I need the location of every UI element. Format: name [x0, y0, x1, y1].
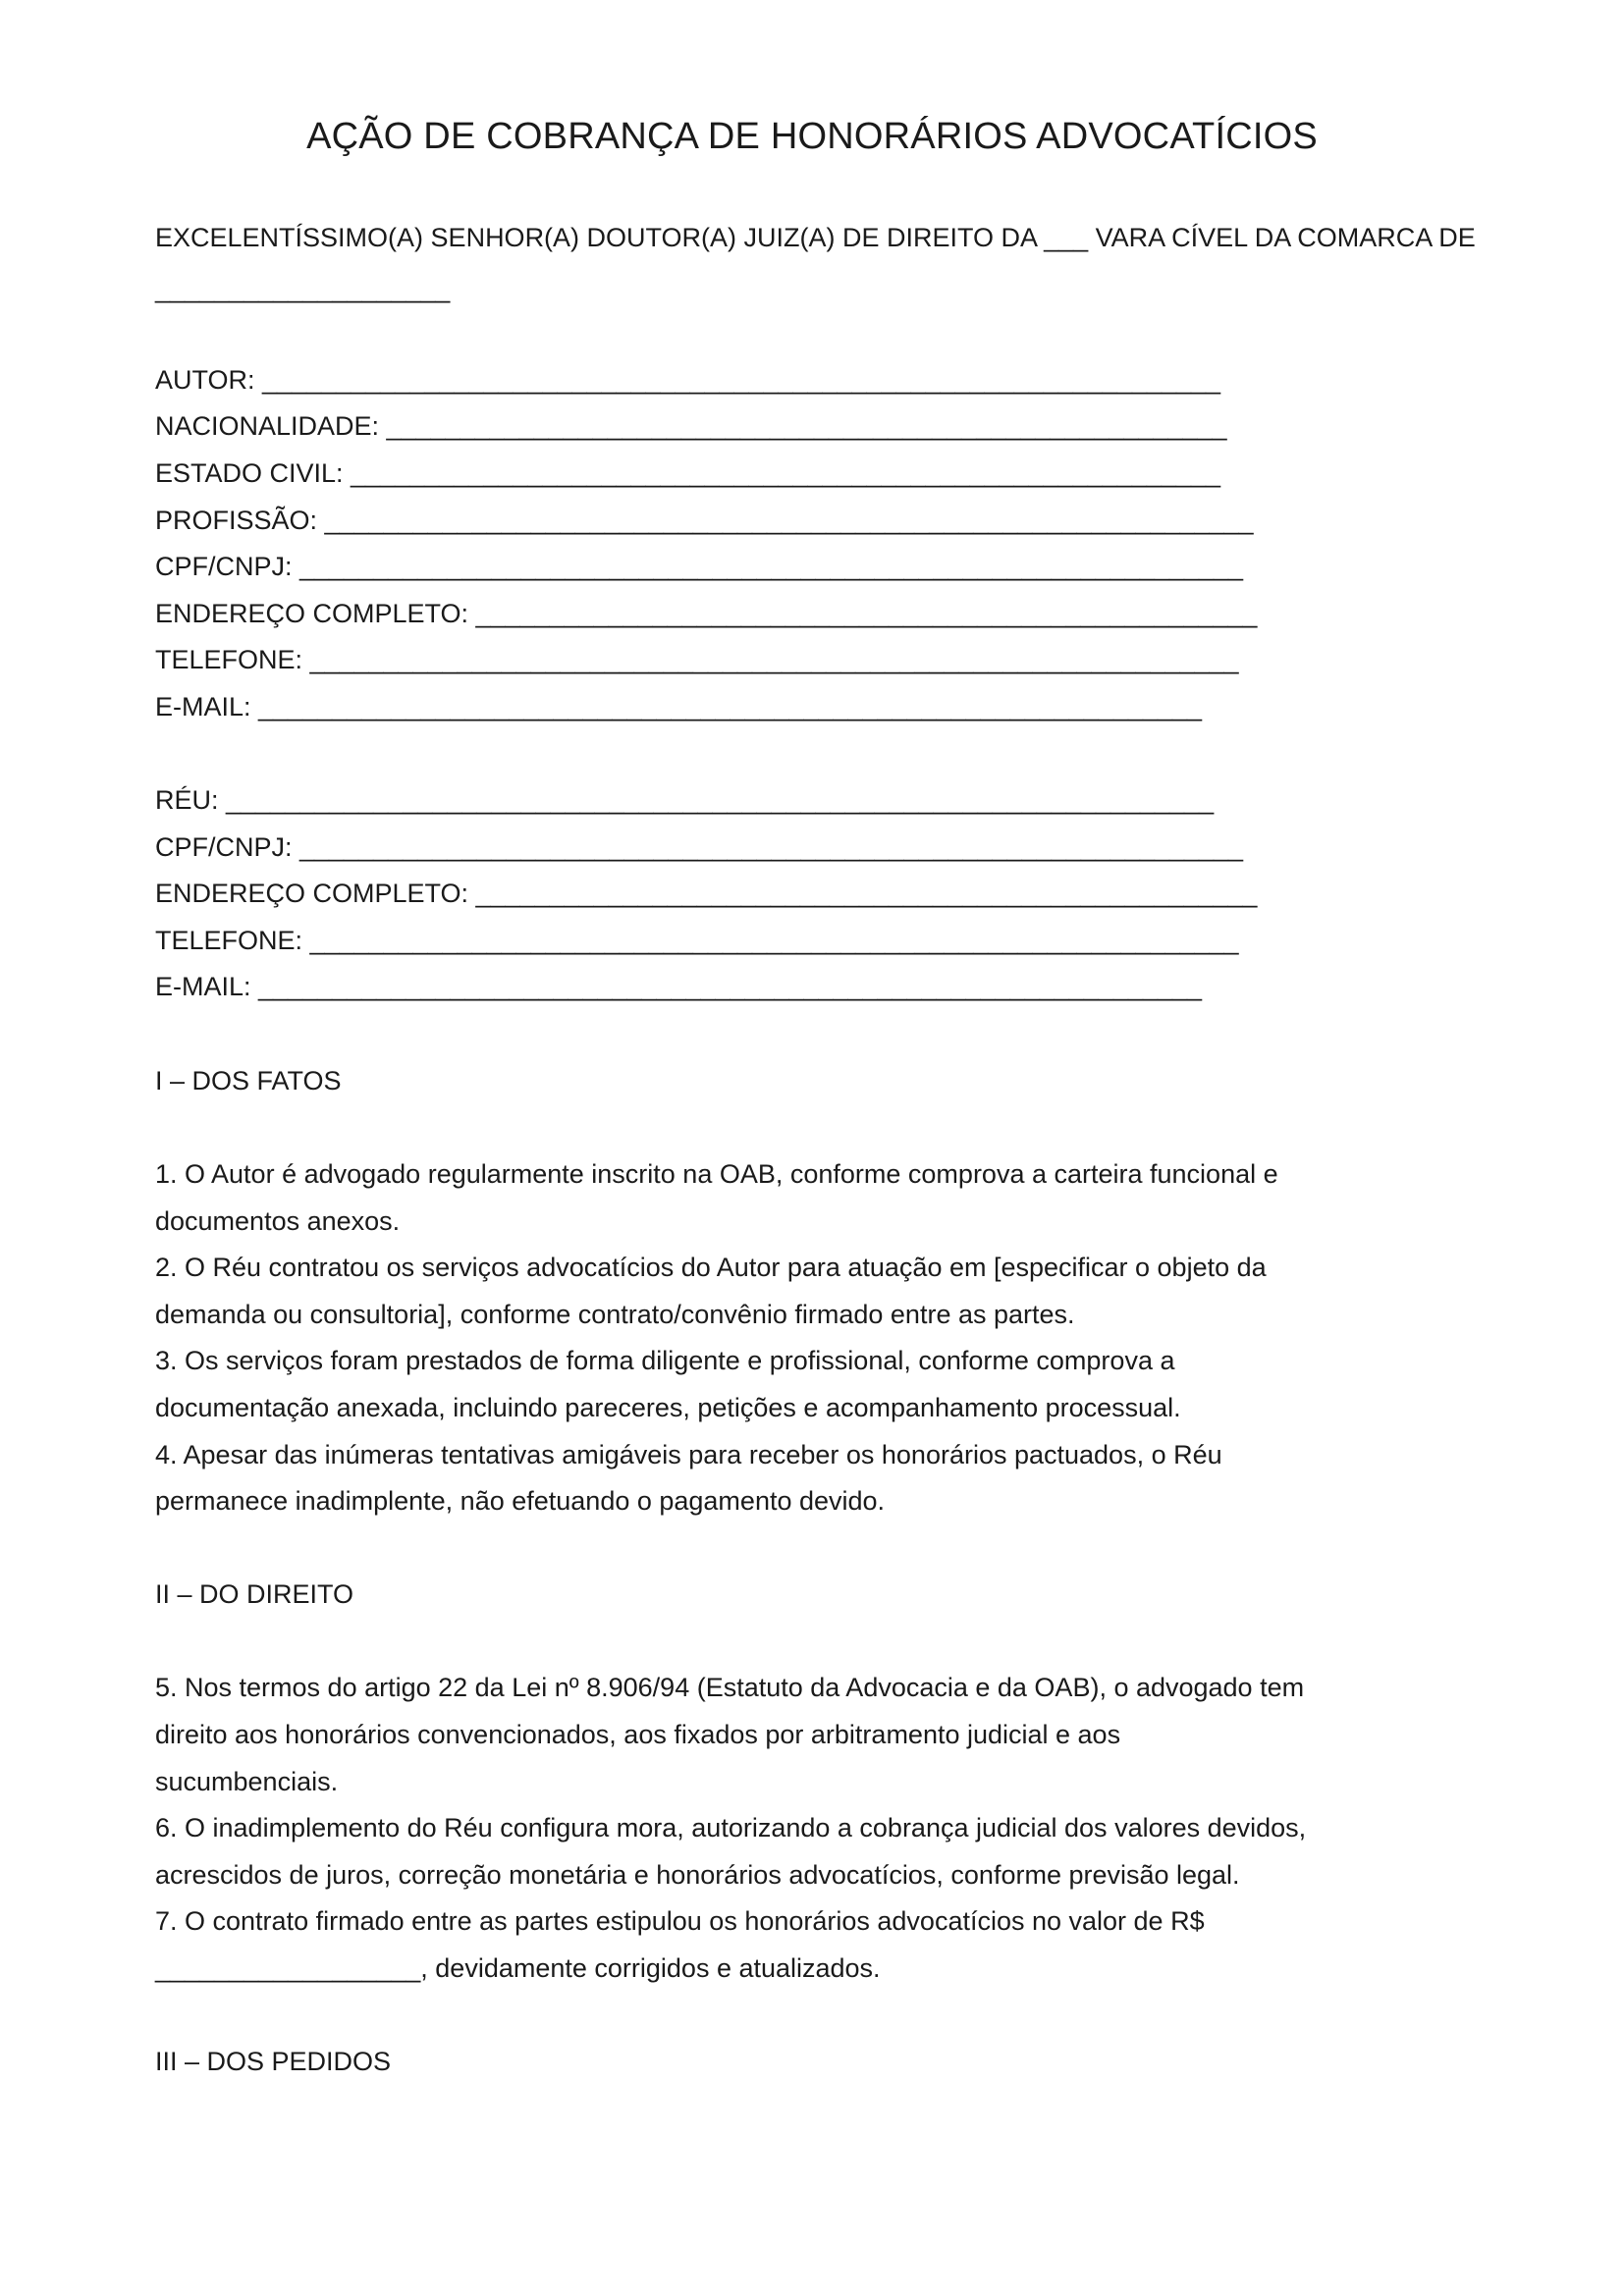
paragraph-line: documentação anexada, incluindo pareceres, petições e acompanhamento processual.: [155, 1393, 1181, 1422]
reu-field: RÉU: ___________________________________________________________________: [155, 785, 1215, 815]
autor-estado-civil-field: ESTADO CIVIL: ___________________________________________________________: [155, 458, 1220, 488]
paragraph-line: sucumbenciais.: [155, 1767, 339, 1796]
reu-email-field: E-MAIL: ________________________________________________________________: [155, 972, 1203, 1001]
reu-cpf-field: CPF/CNPJ: ________________________________________________________________: [155, 832, 1244, 862]
reu-endereco-field: ENDEREÇO COMPLETO: _____________________________________________________: [155, 879, 1258, 908]
autor-endereco-field: ENDEREÇO COMPLETO: _____________________________________________________: [155, 599, 1258, 628]
paragraph-line: permanece inadimplente, não efetuando o pagamento devido.: [155, 1486, 886, 1516]
autor-profissao-field: PROFISSÃO: _______________________________________________________________: [155, 506, 1254, 535]
paragraph-line: acrescidos de juros, correção monetária e honorários advocatícios, conforme previsão legal.: [155, 1860, 1240, 1890]
section-heading-direito: II – DO DIREITO: [155, 1579, 354, 1609]
autor-field: AUTOR: _________________________________________________________________: [155, 365, 1221, 395]
autor-nacionalidade-field: NACIONALIDADE: _________________________________________________________: [155, 411, 1227, 441]
reu-telefone-field: TELEFONE: _______________________________________________________________: [155, 926, 1239, 955]
addressee-comarca-blank: ____________________: [155, 274, 451, 303]
paragraph-line: demanda ou consultoria], conforme contrato/convênio firmado entre as partes.: [155, 1300, 1075, 1329]
paragraph-line: documentos anexos.: [155, 1206, 401, 1236]
document-title: AÇÃO DE COBRANÇA DE HONORÁRIOS ADVOCATÍCIOS: [306, 116, 1318, 157]
paragraph-line: __________________, devidamente corrigidos e atualizados.: [155, 1953, 881, 1983]
autor-telefone-field: TELEFONE: _______________________________________________________________: [155, 645, 1239, 674]
paragraph-line: 5. Nos termos do artigo 22 da Lei nº 8.906/94 (Estatuto da Advocacia e da OAB), o advogado tem: [155, 1673, 1305, 1702]
paragraph-line: 1. O Autor é advogado regularmente inscrito na OAB, conforme comprova a carteira funcional e: [155, 1159, 1278, 1189]
paragraph-line: 7. O contrato firmado entre as partes estipulou os honorários advocatícios no valor de R$: [155, 1906, 1205, 1936]
paragraph-line: direito aos honorários convencionados, aos fixados por arbitramento judicial e aos: [155, 1720, 1121, 1749]
paragraph-line: 4. Apesar das inúmeras tentativas amigáveis para receber os honorários pactuados, o Réu: [155, 1440, 1222, 1469]
paragraph-line: 3. Os serviços foram prestados de forma diligente e profissional, conforme comprova a: [155, 1346, 1175, 1375]
autor-email-field: E-MAIL: ________________________________________________________________: [155, 692, 1203, 721]
section-heading-pedidos: III – DOS PEDIDOS: [155, 2047, 392, 2076]
section-heading-fatos: I – DOS FATOS: [155, 1066, 342, 1095]
paragraph-line: 2. O Réu contratou os serviços advocatícios do Autor para atuação em [especificar o objeto da: [155, 1253, 1267, 1282]
addressee-line: EXCELENTÍSSIMO(A) SENHOR(A) DOUTOR(A) JUIZ(A) DE DIREITO DA ___ VARA CÍVEL DA COMARCA DE: [155, 223, 1476, 252]
autor-cpf-field: CPF/CNPJ: ________________________________________________________________: [155, 552, 1244, 581]
paragraph-line: 6. O inadimplemento do Réu configura mora, autorizando a cobrança judicial dos valores devidos,: [155, 1813, 1307, 1842]
